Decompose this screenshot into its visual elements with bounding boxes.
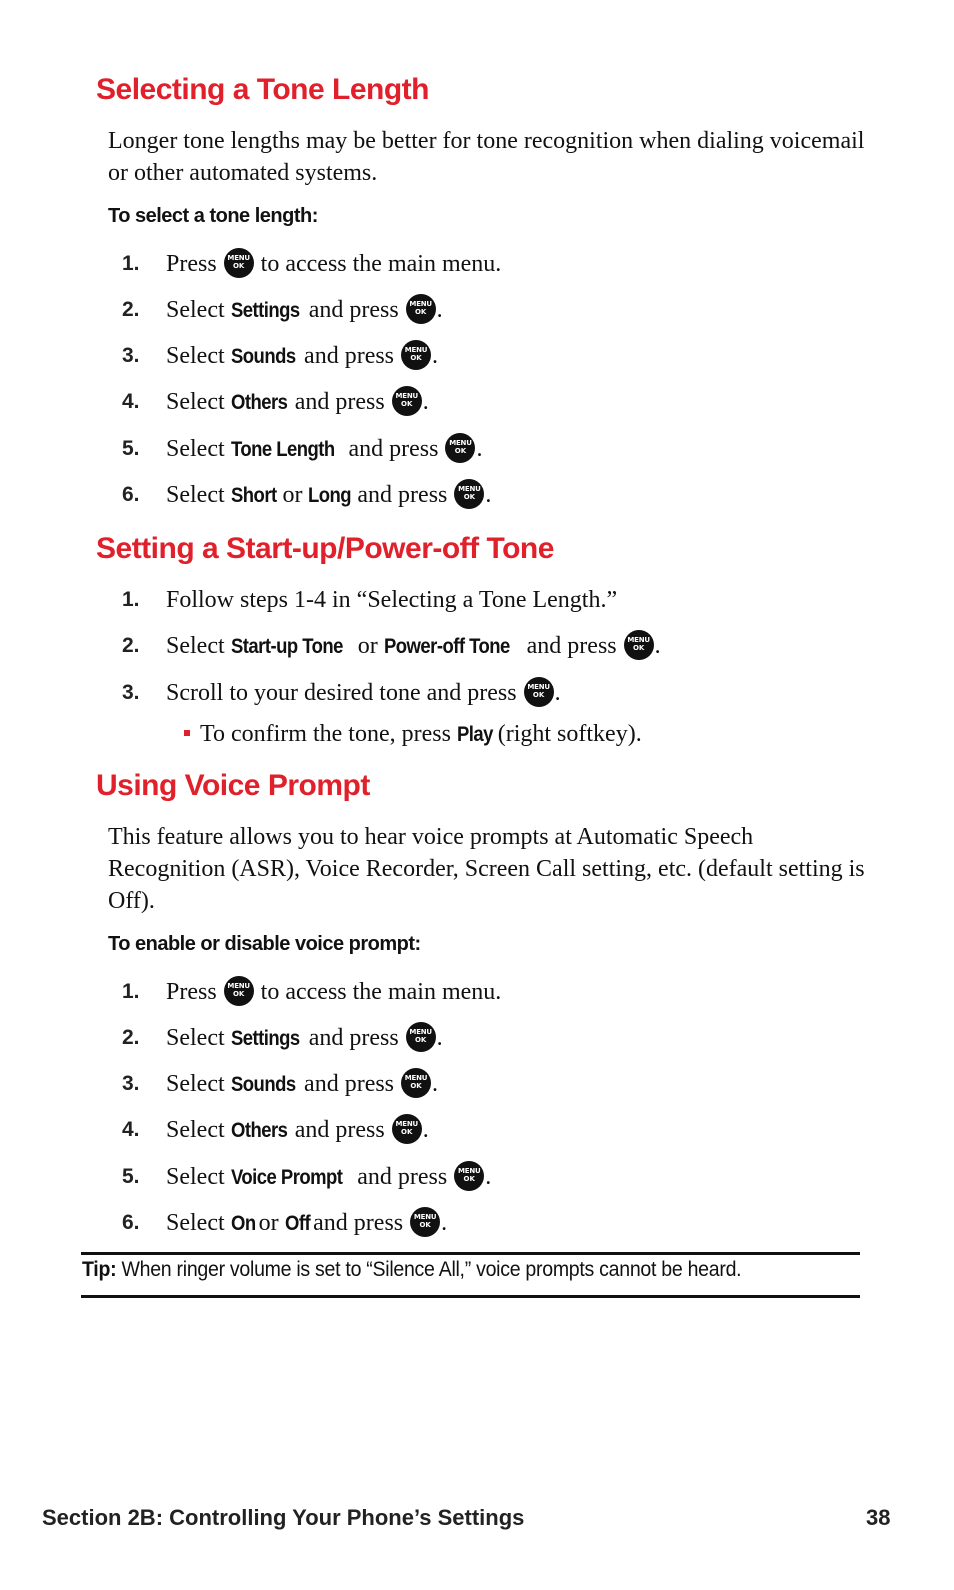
menu-ok-key-icon — [401, 1068, 431, 1098]
tip-bottom-rule — [81, 1295, 860, 1298]
menu-ok-key-icon — [624, 630, 654, 660]
keyword: On — [230, 1212, 256, 1235]
voice-prompt-step-3: 3. Select Sounds and press MENU OK . — [0, 1068, 954, 1104]
voice-prompt-step-6: 6. Select On or Off and press MENU OK . — [0, 1207, 954, 1243]
keyword: Play — [456, 723, 493, 746]
tone-length-step-6: 6. Select Short or Long and press MENU OK . — [0, 479, 954, 515]
keyword: Others — [230, 1119, 288, 1142]
keyword: Off — [284, 1212, 310, 1235]
menu-ok-key-icon — [392, 386, 422, 416]
voice-prompt-step-2: 2. Select Settings and press MENU OK . — [0, 1022, 954, 1058]
menu-ok-key-icon — [401, 340, 431, 370]
menu-ok-key-icon — [392, 1114, 422, 1144]
keyword: Others — [230, 391, 288, 414]
tip-top-rule — [81, 1252, 860, 1255]
tone-length-intro: Longer tone lengths may be better for tone recognition when dialing voicemail or other automated systems. — [108, 128, 865, 186]
keyword: Settings — [230, 299, 300, 322]
page-number: 38 — [866, 1505, 891, 1530]
keyword: Short — [230, 484, 277, 507]
bullet-square-icon — [184, 730, 190, 736]
tip-label: Tip: — [82, 1258, 117, 1281]
tone-length-step-2: 2. Select Settings and press MENU OK . — [0, 294, 954, 330]
heading-tone-length: Selecting a Tone Length — [96, 73, 429, 106]
tip-note — [82, 1258, 741, 1282]
keyword: Settings — [230, 1027, 300, 1050]
tone-length-step-5: 5. Select Tone Length and press MENU OK . — [0, 433, 954, 469]
heading-startup-poweroff-tone: Setting a Start-up/Power-off Tone — [96, 532, 554, 565]
tone-length-step-3: 3. Select Sounds and press MENU OK . — [0, 340, 954, 376]
tone-length-step-1: 1. Press MENU OK to access the main menu. — [0, 248, 954, 284]
tip-text: When ringer volume is set to “Silence All,” voice prompts cannot be heard. — [121, 1258, 742, 1281]
menu-ok-key-icon — [224, 248, 254, 278]
startup-tone-bullet: To confirm the tone, press Play (right softkey). — [184, 718, 642, 751]
voice-prompt-intro: This feature allows you to hear voice prompts at Automatic Speech Recognition (ASR), Voice Recorder, Screen Call setting, etc. (default setting is Off). — [108, 824, 865, 914]
keyword: Sounds — [230, 1073, 296, 1096]
menu-ok-key-icon — [406, 294, 436, 324]
voice-prompt-step-4: 4. Select Others and press MENU OK . — [0, 1114, 954, 1150]
voice-prompt-step-1: 1. Press MENU OK to access the main menu. — [0, 976, 954, 1012]
startup-tone-step-3: 3. Scroll to your desired tone and press MENU OK . — [0, 677, 954, 713]
footer-section-title: Section 2B: Controlling Your Phone’s Settings — [42, 1505, 525, 1530]
keyword: Sounds — [230, 345, 296, 368]
menu-ok-key-icon — [406, 1022, 436, 1052]
startup-tone-step-1: 1. Follow steps 1-4 in “Selecting a Tone Length.” — [122, 587, 618, 613]
tone-length-subheading: To select a tone length: — [108, 205, 318, 227]
menu-ok-key-icon — [445, 433, 475, 463]
menu-ok-key-icon — [524, 677, 554, 707]
menu-ok-key-icon — [454, 1161, 484, 1191]
menu-ok-key-icon — [224, 976, 254, 1006]
keyword: Power-off Tone — [383, 635, 510, 658]
tone-length-step-4: 4. Select Others and press MENU OK . — [0, 386, 954, 422]
voice-prompt-subheading: To enable or disable voice prompt: — [108, 933, 421, 955]
voice-prompt-step-5: 5. Select Voice Prompt and press MENU OK . — [0, 1161, 954, 1197]
keyword: Start-up Tone — [230, 635, 343, 658]
keyword: Voice Prompt — [230, 1166, 343, 1189]
heading-voice-prompt: Using Voice Prompt — [96, 769, 370, 802]
keyword: Long — [308, 484, 352, 507]
keyword: Tone Length — [230, 438, 335, 461]
menu-ok-key-icon — [410, 1207, 440, 1237]
menu-ok-key-icon — [454, 479, 484, 509]
startup-tone-step-2: 2. Select Start-up Tone or Power-off Tone and press MENU OK . — [0, 630, 954, 666]
